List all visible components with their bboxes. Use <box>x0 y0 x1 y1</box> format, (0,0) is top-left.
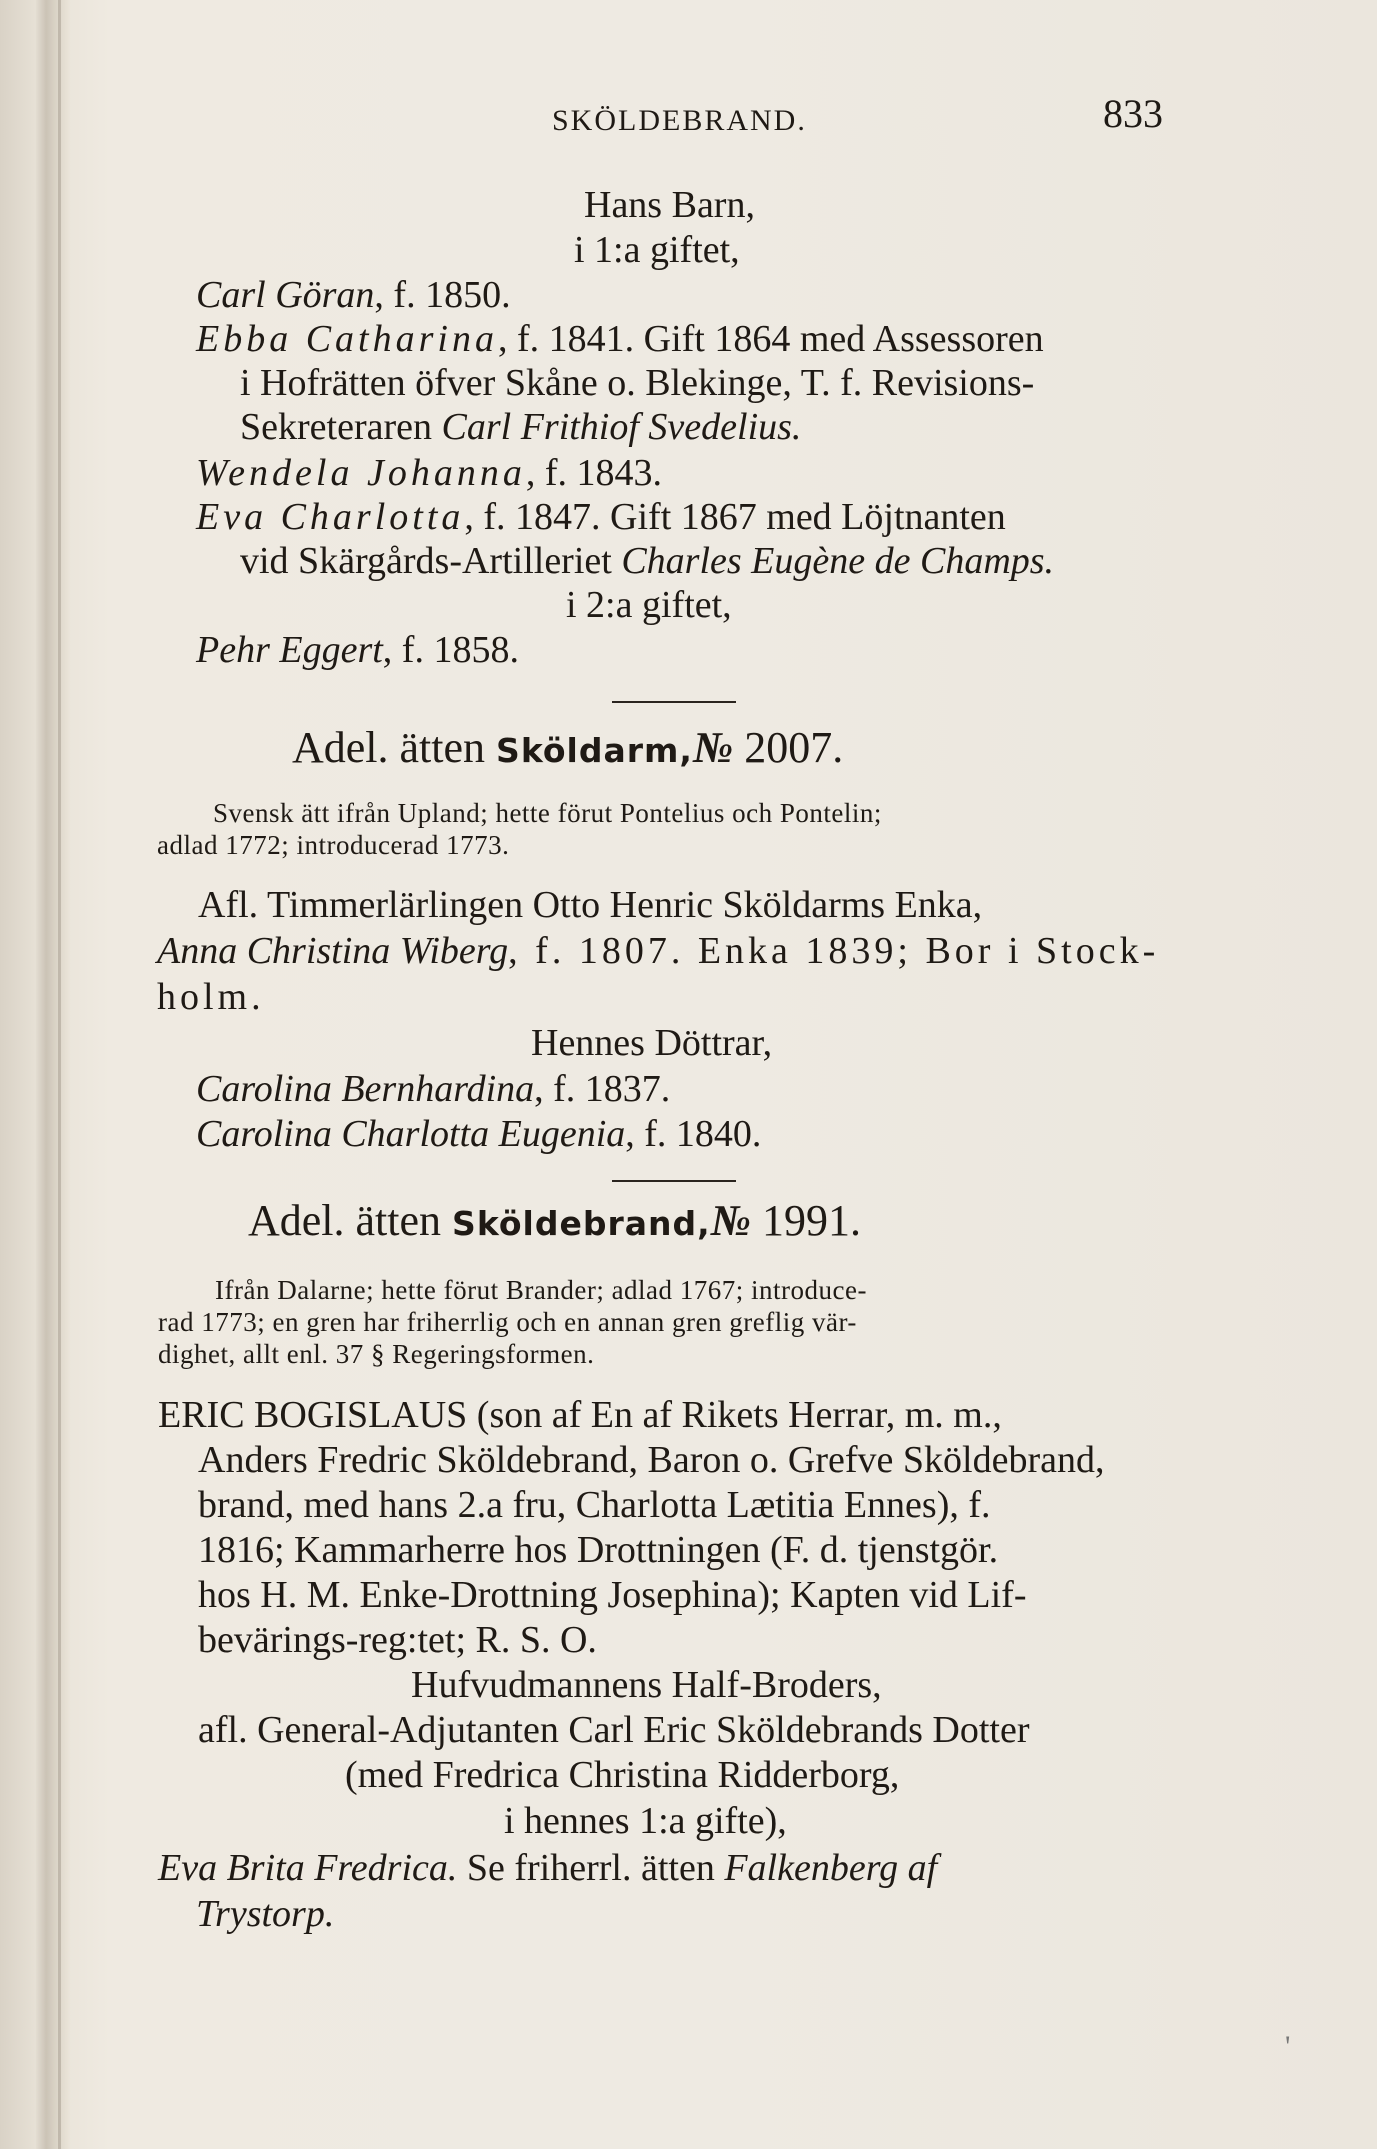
daughter-detail: , f. 1837. <box>534 1068 671 1110</box>
daughter-name: Carolina Bernhardina <box>196 1068 535 1110</box>
widow-entry-line1: Afl. Timmerlärlingen Otto Henric Sköldarms Enka, <box>198 884 983 926</box>
head-entry-line6: bevärings-reg:tet; R. S. O. <box>198 1619 597 1661</box>
family-name: Sköldarm, <box>496 731 693 770</box>
family-title-skoldebrand <box>248 1196 861 1245</box>
spouse-title: Sekreteraren <box>240 406 442 448</box>
running-title: SKÖLDEBRAND. <box>552 104 807 137</box>
entry-name: Pehr Eggert <box>196 629 383 671</box>
entry-name: Ebba Catharina <box>196 318 498 360</box>
title-prefix: Adel. ätten <box>248 1196 453 1245</box>
daughter-2 <box>196 1115 761 1153</box>
number-sign: № <box>710 1196 751 1245</box>
title-prefix: Adel. ätten <box>292 723 497 772</box>
daughters-heading: Hennes Döttrar, <box>531 1022 773 1064</box>
family-name: Sköldebrand, <box>452 1204 711 1243</box>
widow-name: Anna Christina Wiberg <box>157 930 509 972</box>
half-brothers-heading: Hufvudmannens Half-Broders, <box>411 1664 882 1706</box>
section-divider <box>612 1180 736 1182</box>
cross-reference-line2: Trystorp. <box>196 1893 335 1935</box>
intro-line-2: rad 1773; en gren har friherrlig och en annan gren greflig vär- <box>158 1307 857 1337</box>
entry-detail: , f. 1843. <box>525 452 662 494</box>
entry-detail: , f. 1858. <box>382 629 519 671</box>
entry-ebba-catharina <box>196 320 1044 358</box>
widow-entry-line3: holm. <box>157 976 265 1018</box>
daughter-1 <box>196 1070 670 1108</box>
head-entry-line3: brand, med hans 2.a fru, Charlotta Lætitia Ennes), f. <box>198 1484 991 1526</box>
intro-line-1: Ifrån Dalarne; hette förut Brander; adlad 1767; introduce- <box>215 1275 867 1305</box>
children-heading: Hans Barn, <box>584 184 755 226</box>
descendant-line1: afl. General-Adjutanten Carl Eric Sköldebrands Dotter <box>198 1709 1030 1751</box>
widow-entry-line2 <box>157 932 1159 970</box>
entry-name: Eva Charlotta <box>196 496 465 538</box>
head-entry-line4: 1816; Kammarherre hos Drottningen (F. d. tjenstgör. <box>198 1529 999 1571</box>
entry-name: Carl Göran <box>196 274 375 316</box>
entry-eva-charlotta <box>196 498 1006 536</box>
entry-detail: , f. 1841. Gift 1864 med Assessoren <box>497 318 1044 360</box>
entry-detail: , f. 1847. Gift 1867 med Löjtnanten <box>464 496 1006 538</box>
descendant-line3: i hennes 1:a gifte), <box>504 1800 787 1842</box>
head-entry-line1: ERIC BOGISLAUS (son af En af Rikets Herrar, m. m., <box>158 1394 1002 1436</box>
entry-name: Wendela Johanna <box>196 452 526 494</box>
intro-line-1: Svensk ätt ifrån Upland; hette förut Pontelius och Pontelin; <box>213 798 882 828</box>
family-number: 2007. <box>733 723 844 772</box>
family-title-skoldarm <box>292 723 844 772</box>
family-number: 1991. <box>750 1196 861 1245</box>
marriage-1-heading: i 1:a giftet, <box>574 229 740 271</box>
page-number: 833 <box>1103 91 1163 136</box>
head-entry-line5: hos H. M. Enke-Drottning Josephina); Kapten vid Lif- <box>198 1574 1027 1616</box>
spine-fold <box>58 0 61 2149</box>
descendant-line2: (med Fredrica Christina Ridderborg, <box>345 1754 900 1796</box>
stray-mark: ' <box>1285 2030 1291 2063</box>
entry-detail: , f. 1850. <box>374 274 511 316</box>
widow-detail: , f. 1807. Enka 1839; Bor i Stock- <box>508 930 1160 972</box>
marriage-2-heading: i 2:a giftet, <box>566 584 732 626</box>
entry-pehr-eggert <box>196 631 519 669</box>
daughter-name: Carolina Charlotta Eugenia <box>196 1113 626 1155</box>
referenced-family: Falkenberg af <box>724 1847 938 1889</box>
entry-carl-goran <box>196 276 511 314</box>
intro-line-3: dighet, allt enl. 37 § Regeringsformen. <box>158 1339 595 1369</box>
cross-reference-line1 <box>158 1849 937 1887</box>
entry-eva-line2 <box>240 542 1054 580</box>
head-entry-line2: Anders Fredric Sköldebrand, Baron o. Grefve Sköldebrand, <box>198 1439 1105 1481</box>
section-divider <box>612 701 736 703</box>
entry-wendela-johanna <box>196 454 662 492</box>
spouse-title: vid Skärgårds-Artilleriet <box>240 540 622 582</box>
book-spine <box>36 0 70 2149</box>
entry-ebba-line3 <box>240 408 801 446</box>
daughter-detail: , f. 1840. <box>625 1113 762 1155</box>
person-name: Eva Brita Fredrica. <box>158 1847 458 1889</box>
see-reference: Se friherrl. ätten <box>457 1847 725 1889</box>
intro-line-2: adlad 1772; introducerad 1773. <box>157 830 510 860</box>
entry-ebba-line2: i Hofrätten öfver Skåne o. Blekinge, T. f. Revisions- <box>240 362 1035 404</box>
number-sign: № <box>692 723 734 772</box>
spouse-name: Carl Frithiof Svedelius. <box>441 406 802 448</box>
spouse-name: Charles Eugène de Champs. <box>621 540 1055 582</box>
